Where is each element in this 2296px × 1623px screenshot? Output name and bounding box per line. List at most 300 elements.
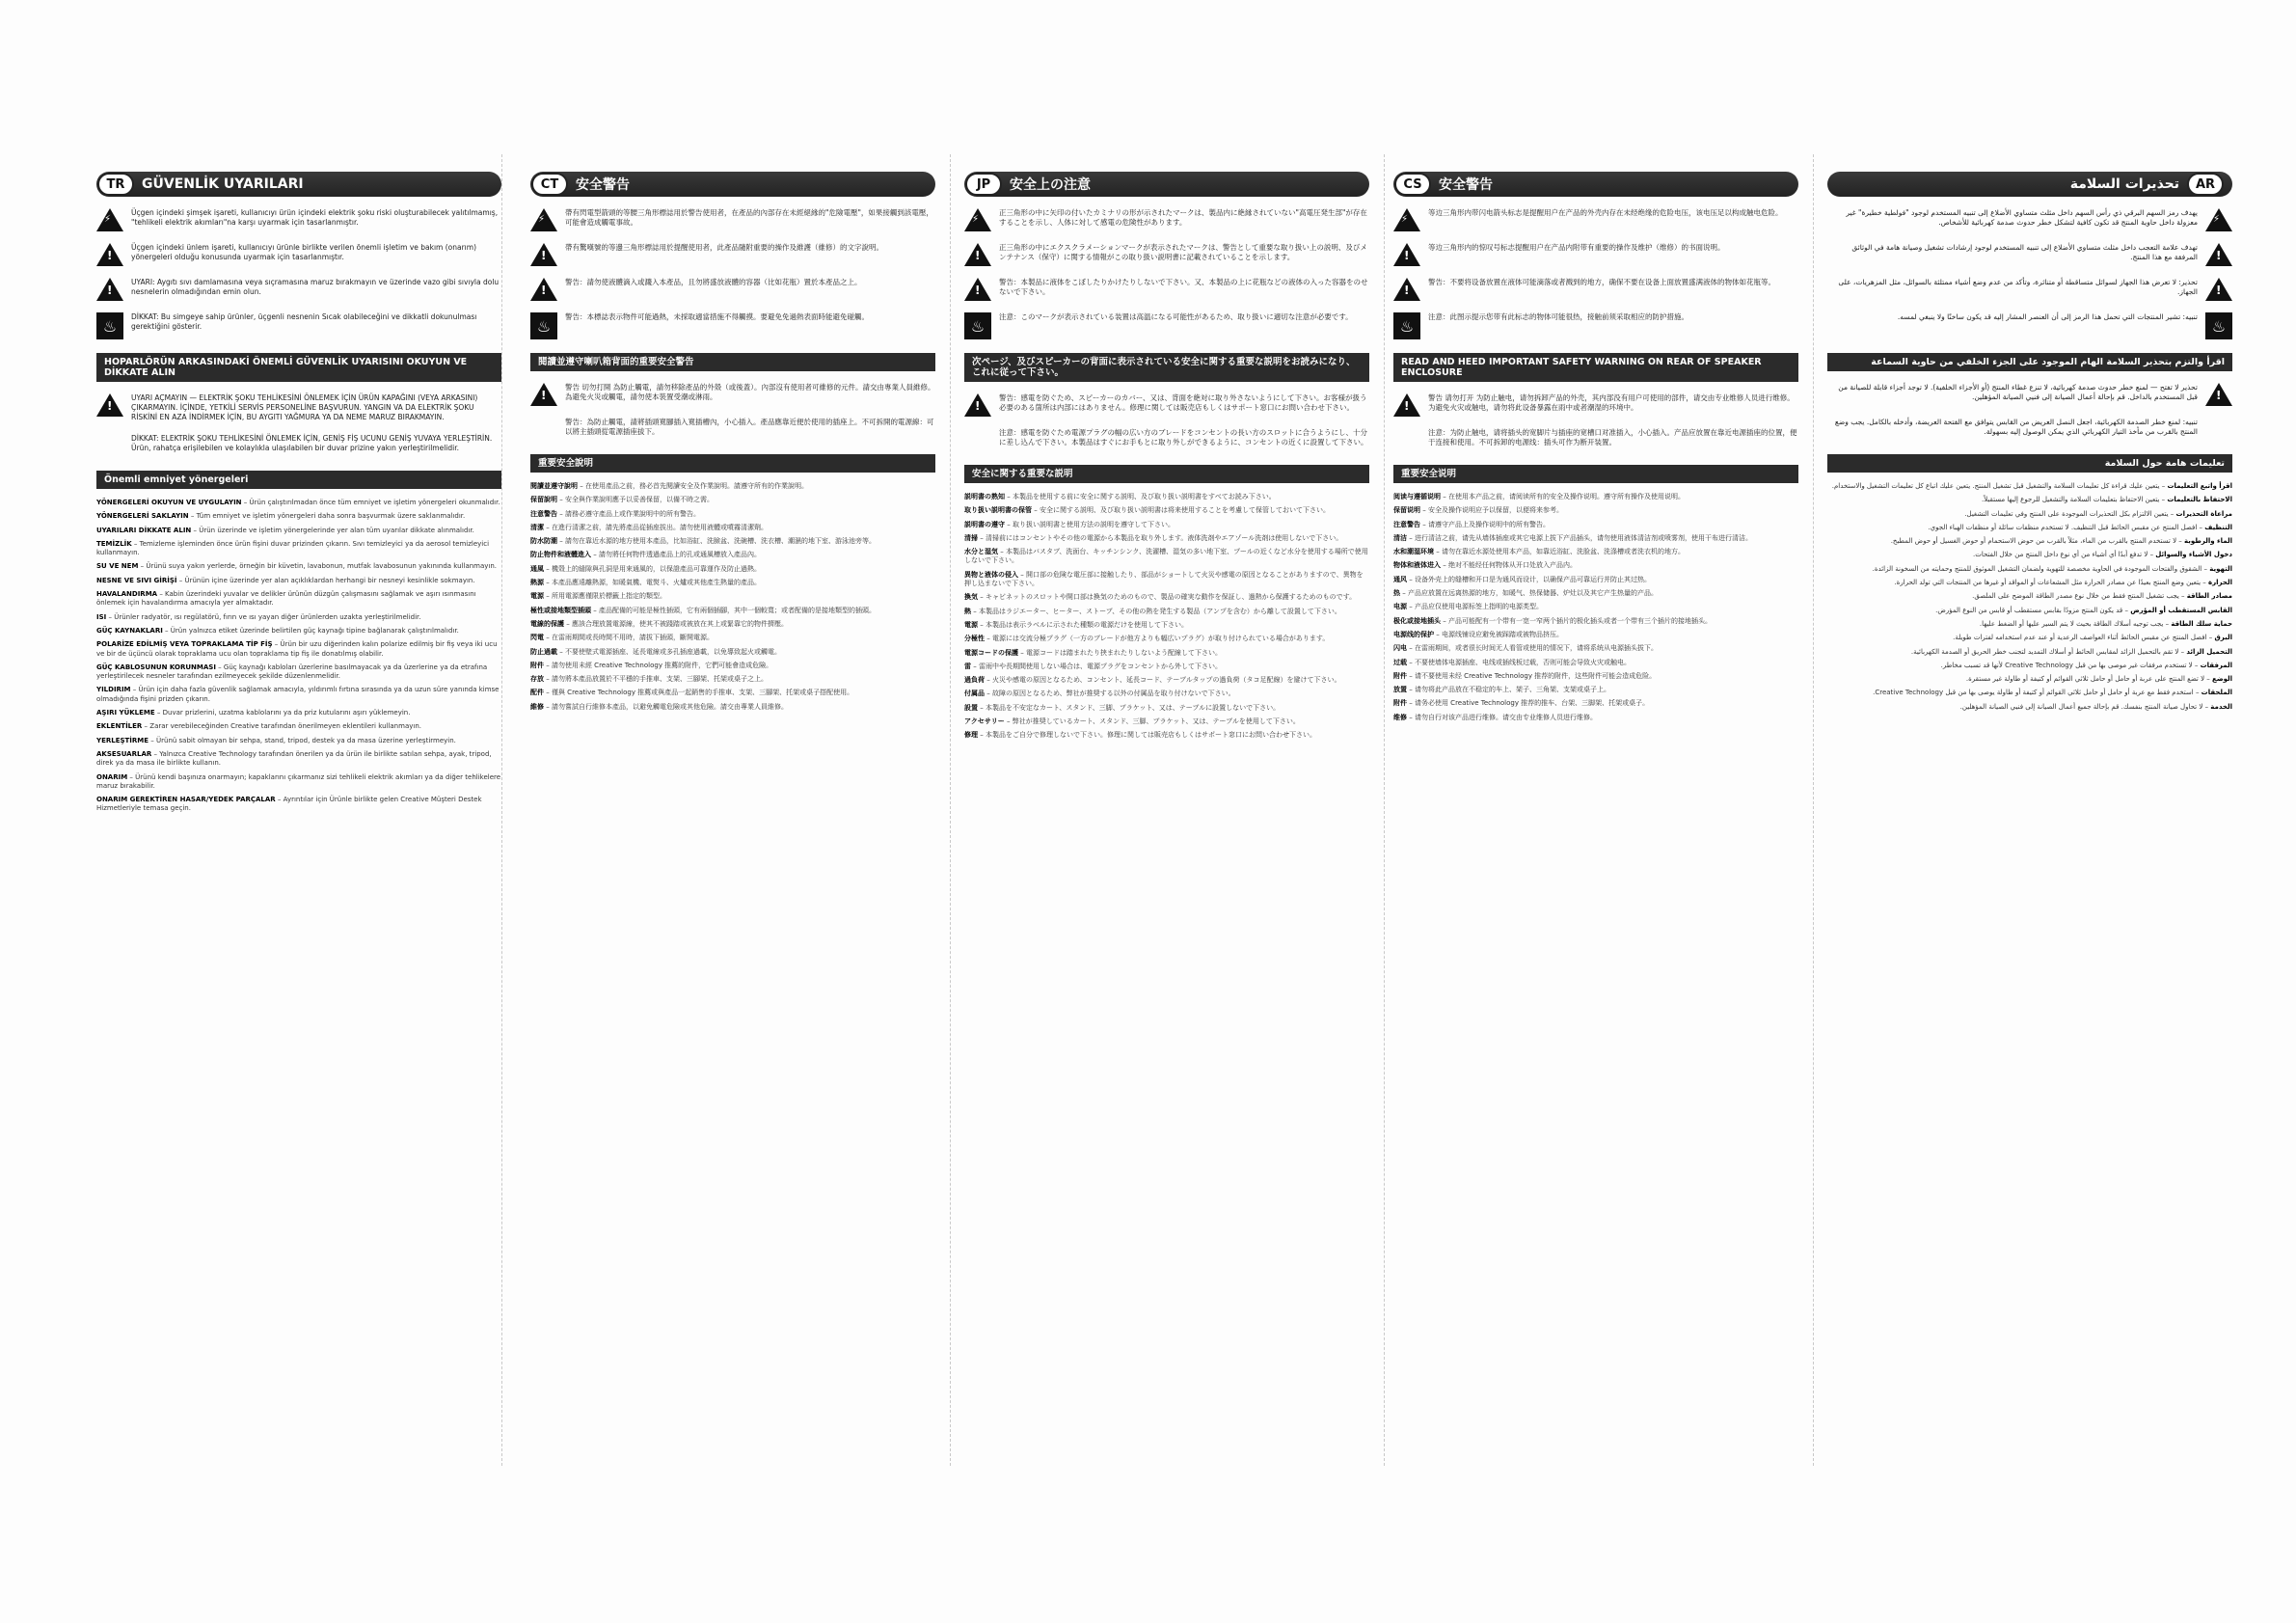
instruction-body: 在使用產品之前，務必首先閱讀安全及作業說明。請遵守所有的作業說明。 xyxy=(584,482,808,490)
language-code-badge: TR xyxy=(97,173,134,196)
instruction-body: 清掃前にはコンセントやその他の電源から本製品を取り外します。液体洗剤やエアゾール洗剤は使用しないで下さい。 xyxy=(985,533,1343,542)
instruction-body: يتعين الالتزام بكل التحذيرات الموجودة على المنتج وفي تعليمات التشغيل. xyxy=(1964,509,2169,518)
instruction-body: 請勿將本產品放置於不平穩的手推車、支架、三腳架、托架或桌子之上。 xyxy=(551,675,768,684)
separator: – xyxy=(2201,579,2208,587)
instruction-paragraph xyxy=(1827,551,2232,559)
instruction-paragraph xyxy=(1827,510,2232,519)
instruction-heading: 雷 xyxy=(964,662,971,670)
instruction-body: Kabin üzerindeki yuvalar ve delikler ürünün düzgün çalışmasını sağlamak ve aşırı ısınmasını önlemek için havalandırma amacıyla yer almaktadır. xyxy=(96,590,476,608)
instruction-heading: 电源 xyxy=(1393,603,1407,611)
separator: – xyxy=(971,607,979,615)
instruction-paragraph xyxy=(964,608,1369,616)
instruction-body: 取り扱い説明書と使用方法の説明を遵守して下さい。 xyxy=(1012,520,1175,528)
instruction-paragraph xyxy=(96,686,501,704)
instruction-paragraph xyxy=(1827,703,2232,712)
instruction-body: Ürün için daha fazla güvenlik sağlamak amacıyla, yıldırımlı fırtına sırasında ya da uzun süre yanında kimse olmadığında fişini prizden çıkarın. xyxy=(96,686,500,703)
exclamation-warning-icon: ! xyxy=(530,383,557,406)
enclosure-warning-item xyxy=(96,393,501,422)
instruction-heading: 熱源 xyxy=(530,579,544,587)
instruction-body: 请勿将此产品放在不稳定的车上、架子、三角架、支架或桌子上。 xyxy=(1414,686,1610,694)
enclosure-warning-item xyxy=(530,383,935,406)
instruction-paragraph xyxy=(964,493,1369,501)
separator: – xyxy=(131,539,140,548)
lightning-warning-icon: ⚡ xyxy=(964,208,991,231)
instruction-body: 電源コードは踏まれたり挟まれたりしないよう配線して下さい。 xyxy=(1025,648,1222,657)
exclamation-warning-icon: ! xyxy=(96,393,123,417)
exclamation-warning-icon: ! xyxy=(964,278,991,301)
enclosure-warning-text: 警告：感電を防ぐため、スピーカーのカバー、又は、背面を絶対に取り外さないようにして下さい。お客様が扱う必要のある箇所は内部にはありません。修理に関しては販売店もしくはサポート窓口にお問い合わせ下さい。 xyxy=(999,393,1367,412)
enclosure-warning-text: DİKKAT: ELEKTRİK ŞOKU TEHLİKESİNİ ÖNLEMEK İÇİN, GENİŞ FİŞ UCUNU GENİŞ YUVAYA YERLEŞTİRİN. Ürün, rahatça erişilebilen ve kolaylıkla ulaşılabilen bir duvar prizine yakın yerleştirilmelidir. xyxy=(131,434,493,452)
instruction-paragraph xyxy=(530,689,935,697)
separator: – xyxy=(978,703,986,712)
instruction-paragraph xyxy=(1827,565,2232,574)
instruction-paragraph xyxy=(1393,576,1798,584)
instruction-body: 本製品を不安定なカート、スタンド、三脚、ブラケット、又は、テーブルに設置しないで下さい。 xyxy=(985,703,1281,712)
warning-item xyxy=(530,243,935,266)
instruction-paragraph xyxy=(1393,548,1798,556)
instruction-body: 請勿使用未經 Creative Technology 推薦的附件，它們可能會造成危險。 xyxy=(551,661,773,669)
warning-text: 帶有閃電型箭頭的等腰三角形標誌用於警告使用者，在產品的內部存在未經絕緣的"危險電壓"，如果接觸到該電壓，可能會造成觸電事故。 xyxy=(565,208,933,227)
separator: – xyxy=(557,647,565,656)
instruction-heading: 防止物件和液體進入 xyxy=(530,551,591,559)
separator: – xyxy=(162,626,171,635)
separator: – xyxy=(544,675,552,684)
instruction-heading: 注意警告 xyxy=(530,509,557,518)
instruction-paragraph xyxy=(964,548,1369,566)
instruction-body: يجب توجيه أسلاك الطاقة بحيث لا يتم السير عليها أو الضغط عليها. xyxy=(1979,619,2164,628)
warning-item xyxy=(1393,278,1798,301)
language-column-cs xyxy=(1393,172,1798,1445)
instruction-body: 故障の原因となるため、弊社が推奨する以外の付属品を取り付けないで下さい。 xyxy=(991,690,1235,698)
separator: – xyxy=(2122,606,2131,614)
instruction-body: 請勿嘗試自行維修本產品，以避免觸電危險或其他危險。請交由專業人員維修。 xyxy=(551,702,788,711)
instruction-paragraph xyxy=(96,663,501,682)
instruction-paragraph xyxy=(964,731,1369,740)
instruction-paragraph xyxy=(530,482,935,491)
instruction-body: 不要使墙体电源插座、电线或插线板过载，否则可能会导致火灾或触电。 xyxy=(1414,658,1631,666)
separator: – xyxy=(971,662,979,670)
enclosure-warning-item xyxy=(1827,383,2232,406)
warning-text: تنبيه: تشير المنتجات التي تحمل هذا الرمز إلى أن العنصر المشار إليه قد يكون ساخنًا ولا ينبغي لمسه. xyxy=(1897,312,2198,321)
instruction-heading: 電源コードの保護 xyxy=(964,648,1018,657)
instruction-body: 機殼上的縫隙與孔洞是用來通風的，以保證產品可靠運作及防止過熱。 xyxy=(551,564,761,573)
lightning-warning-icon: ⚡ xyxy=(530,208,557,231)
instruction-heading: الحرارة xyxy=(2208,579,2232,587)
instruction-paragraph xyxy=(1393,644,1798,653)
instruction-body: 本產品應遠離熱源，如暖氣機、電熨斗、火爐或其他產生熱量的產品。 xyxy=(551,579,761,587)
separator: – xyxy=(2159,482,2168,490)
instruction-heading: 水分と湿気 xyxy=(964,548,998,556)
instructions-bar: 重要安全说明 xyxy=(1393,465,1798,483)
instruction-paragraph xyxy=(1827,607,2232,615)
instruction-paragraph xyxy=(1393,521,1798,529)
instruction-body: لا تستخدم مرفقات غير موصى بها من قبل Creative Technology لأنها قد تسبب مخاطر. xyxy=(1940,661,2193,669)
separator: – xyxy=(978,731,986,740)
instruction-paragraph xyxy=(1827,689,2232,697)
warning-text: DİKKAT: Bu simgeye sahip ürünler, üçgenli nesnenin Sıcak olabileceğini ve dikkatli dokunulması gerektiğini gösterir. xyxy=(131,312,477,331)
instruction-body: 本製品をご自分で修理しないで下さい。修理に関しては販売店もしくはサポート窓口にお問い合わせ下さい。 xyxy=(985,731,1316,740)
instruction-body: الشقوق والفتحات الموجودة في الحاوية مخصصة للتهوية ولضمان التشغيل الموثوق للمنتج وحمايته من السخونة الزائدة. xyxy=(1872,564,2202,573)
warning-text: 等边三角形内的惊叹号标志提醒用户在产品内附带有重要的操作及维护（维修）的书面说明。 xyxy=(1428,243,1725,252)
instruction-body: 产品应放置在远离热源的地方，如暖气、热保储器、炉灶以及其它产生热量的产品。 xyxy=(1407,589,1658,598)
warning-text: 警告：請勿使液體滴入或濺入本產品，且勿將盛放液體的容器（比如花瓶）置於本產品之上。 xyxy=(565,278,862,286)
instruction-paragraph xyxy=(96,737,501,745)
section-title: 安全警告 xyxy=(1439,177,1493,193)
instruction-body: يتعين الاحتفاظ بتعليمات السلامة والتشغيل للرجوع إليها مستقبلاً. xyxy=(1982,496,2160,504)
separator: – xyxy=(1004,717,1013,726)
instruction-paragraph xyxy=(964,690,1369,698)
warning-text: تحذير: لا تعرض هذا الجهاز لسوائل متساقطة أو متناثرة، وتأكد من عدم وضع أشياء ممتلئة بالسوائل، مثل المزهريات، على الجهاز. xyxy=(1838,278,2198,296)
instruction-heading: GÜÇ KABLOSUNUN KORUNMASI xyxy=(96,663,216,671)
instruction-body: 在進行清潔之前，請先將產品從插座拔出。請勿使用液體或噴霧清潔劑。 xyxy=(551,523,768,531)
warning-item xyxy=(964,243,1369,266)
instruction-heading: NESNE VE SIVI GİRİŞİ xyxy=(96,576,177,584)
instruction-paragraph xyxy=(1393,714,1798,722)
instruction-paragraph xyxy=(96,527,501,535)
separator: – xyxy=(978,620,986,629)
instruction-heading: 附件 xyxy=(1393,699,1407,708)
instruction-heading: 防水防潮 xyxy=(530,537,557,546)
separator: – xyxy=(544,564,552,573)
section-header xyxy=(964,172,1369,197)
separator: – xyxy=(1407,603,1415,611)
warning-text: 警告：本製品に液体をこぼしたりかけたりしないで下さい。又、本製品の上に花瓶などの液体の入った容器をのせないで下さい。 xyxy=(999,278,1368,296)
instruction-heading: الاحتفاظ بالتعليمات xyxy=(2167,496,2232,504)
instruction-paragraph xyxy=(96,709,501,717)
instruction-paragraph xyxy=(96,773,501,792)
instruction-heading: 热 xyxy=(1393,589,1400,598)
instruction-paragraph xyxy=(530,592,935,601)
instruction-paragraph xyxy=(530,510,935,519)
instruction-heading: ISI xyxy=(96,612,107,621)
enclosure-warning-text: 警告 请勿打开 为防止触电，请勿拆卸产品的外壳，其内部没有用户可使用的部件，请交由专业维修人员进行维修。为避免火灾或触电，请勿将此设备暴露在雨中或者潮湿的环境中。 xyxy=(1428,393,1795,412)
instruction-body: Ürünü kendi başınıza onarmayın; kapaklarını çıkarmanız sizi tehlikeli elektrik akımları ya da diğer tehlikelere maruz bırakabilir. xyxy=(96,772,501,790)
exclamation-warning-icon: ! xyxy=(2205,243,2232,266)
warning-item xyxy=(530,208,935,231)
enclosure-warning-item xyxy=(1393,428,1798,451)
instruction-paragraph xyxy=(96,577,501,585)
instruction-paragraph xyxy=(96,750,501,769)
hot-surface-icon: ♨ xyxy=(964,312,991,339)
separator: – xyxy=(544,579,552,587)
exclamation-warning-icon: ! xyxy=(964,243,991,266)
separator: – xyxy=(176,576,185,584)
instruction-heading: 防止過載 xyxy=(530,647,557,656)
instruction-paragraph xyxy=(530,551,935,559)
instruction-heading: 通风 xyxy=(1393,575,1407,583)
instruction-heading: 極性或接地類型插頭 xyxy=(530,606,591,614)
instruction-heading: 电源线的保护 xyxy=(1393,630,1434,638)
instruction-body: 本製品は表示ラベルに示された種類の電源だけを使用して下さい。 xyxy=(985,620,1188,629)
instruction-paragraph xyxy=(530,662,935,670)
warning-text: تهدف علامة التعجب داخل مثلث متساوي الأضلاع إلى تنبيه المستخدم لوجود إرشادات تشغيل وصيانة هامة في الوثائق المرفقة مع هذا المنتج. xyxy=(1851,243,2198,261)
warning-item xyxy=(96,243,501,266)
instruction-body: Ayrıntılar için Ürünle birlikte gelen Creative Müşteri Destek Hizmetleriyle temasa geçin. xyxy=(96,796,482,813)
instruction-heading: アクセサリー xyxy=(964,717,1005,726)
instruction-body: Ürün bir uzu diğerinden kalın polarize edilmiş bir fiş veya iki ucu ve bir de üçüncü olarak topraklama ucu olan topraklama tip fiş ile donatılmış olabilir. xyxy=(96,640,498,658)
separator: – xyxy=(1441,616,1448,625)
instruction-paragraph xyxy=(530,634,935,642)
instruction-body: يتعين وضع المنتج بعيدًا عن مصادر الحرارة مثل المشعاعات أو المواقد أو غيرها من المنتجات التي تولد الحرارة. xyxy=(1894,579,2201,587)
instruction-heading: 存放 xyxy=(530,675,544,684)
instruction-paragraph xyxy=(1393,506,1798,515)
instruction-paragraph xyxy=(530,620,935,629)
enclosure-warning-text: تحذير لا تفتح — لمنع خطر حدوث صدمة كهربائية، لا تنزع غطاء المنتج (أو الأجزاء الخلفية). لا توجد أجزاء قابلة للصيانة من قبل المستخدم بالداخل. قم بإحالة أعمال الصيانة إلى فنيي الصيانة المؤهلين. xyxy=(1838,383,2198,401)
instruction-body: 請勿將任何物件透過產品上的孔或通風槽放入產品內。 xyxy=(598,551,761,559)
warning-item xyxy=(96,208,501,231)
instruction-heading: 修理 xyxy=(964,731,978,740)
exclamation-warning-icon: ! xyxy=(1393,243,1420,266)
instruction-heading: 保留說明 xyxy=(530,496,557,504)
exclamation-warning-icon: ! xyxy=(96,243,123,266)
instruction-paragraph xyxy=(96,590,501,609)
instruction-body: 请务必使用 Creative Technology 推荐的推车、台架、三脚架、托架或桌子。 xyxy=(1414,699,1650,708)
warning-item xyxy=(1827,243,2232,266)
instruction-body: 弊社が推奨しているカート、スタンド、三脚、ブラケット、又は、テーブルを使用して下さい。 xyxy=(1012,717,1300,726)
instruction-heading: 取り扱い説明書の保管 xyxy=(964,506,1032,515)
instruction-heading: 保留说明 xyxy=(1393,506,1420,515)
instruction-body: 雷雨中や長期間使用しない場合は、電源プラグをコンセントから外して下さい。 xyxy=(978,662,1222,670)
language-column-ar xyxy=(1827,172,2232,1445)
notice-bar: اقرأ والتزم بتحذير السلامة الهام الموجود على الجزء الخلفي من حاوية السماعة xyxy=(1827,353,2232,371)
instruction-body: Yalnızca Creative Technology tarafından önerilen ya da ürün ile birlikte satılan sehpa, ayak, tripod, direk ya da masa ile birlikte kullanın. xyxy=(96,749,492,768)
instruction-heading: UYARILARI DİKKATE ALIN xyxy=(96,526,192,534)
separator: – xyxy=(1032,506,1040,515)
instruction-heading: 清掃 xyxy=(964,533,978,542)
instruction-heading: 設置 xyxy=(964,703,978,712)
instruction-heading: 维修 xyxy=(1393,713,1407,721)
instruction-body: 在雷雨期間或長時間不用時，請拔下插頭，斷開電源。 xyxy=(551,634,714,642)
instruction-paragraph xyxy=(964,663,1369,671)
separator: – xyxy=(106,612,115,621)
instructions-bar: 重要安全說明 xyxy=(530,454,935,473)
instruction-paragraph xyxy=(530,565,935,574)
instruction-paragraph xyxy=(530,524,935,532)
safety-sheet xyxy=(68,172,2252,1445)
separator: – xyxy=(544,661,552,669)
warning-item xyxy=(96,312,501,339)
instruction-paragraph xyxy=(96,512,501,521)
separator: – xyxy=(2193,689,2201,697)
warning-text: 警告：本標誌表示物件可能過熱，未採取適當措施不得觸摸。要避免免過熱表面時能避免碰觸。 xyxy=(565,312,869,321)
separator: – xyxy=(2206,634,2215,642)
separator: – xyxy=(2204,675,2213,684)
separator: – xyxy=(1420,506,1428,515)
separator: – xyxy=(1434,630,1442,638)
instruction-heading: المرفقات xyxy=(2200,661,2232,669)
enclosure-warning-item xyxy=(964,428,1369,451)
instruction-body: 请勿在靠近水源处使用本产品，如靠近浴缸、洗脸盆、洗涤槽或者洗衣机的地方。 xyxy=(1441,548,1685,556)
instruction-paragraph xyxy=(1827,537,2232,546)
separator: – xyxy=(1407,658,1415,666)
separator: – xyxy=(1441,561,1448,570)
instruction-heading: البرق xyxy=(2214,634,2232,642)
separator: – xyxy=(2192,661,2201,669)
instruction-heading: 配件 xyxy=(530,689,544,697)
separator: – xyxy=(1018,648,1026,657)
separator: – xyxy=(578,482,585,490)
separator: – xyxy=(998,548,1006,556)
separator: – xyxy=(985,676,992,685)
language-code-badge: AR xyxy=(2187,173,2224,196)
instruction-body: 請勿在靠近水源的地方使用本產品，比如浴缸、洗臉盆、洗碗槽、洗衣槽、潮濕的地下室、游泳池旁等。 xyxy=(564,537,876,546)
instruction-heading: 維修 xyxy=(530,702,544,711)
instruction-heading: دخول الأشياء والسوائل xyxy=(2155,551,2232,559)
instruction-body: Güç kaynağı kabloları üzerlerine basılmayacak ya da üzerlerine ya da etrafına yerleştirilecek nesneler tarafından ezilmeyecek şekilde düzenlenmelidir. xyxy=(96,663,488,681)
instruction-heading: EKLENTİLER xyxy=(96,722,143,731)
separator: – xyxy=(2147,551,2156,559)
separator: – xyxy=(591,606,599,614)
section-title: 安全上の注意 xyxy=(1010,177,1091,193)
separator: – xyxy=(544,592,552,601)
instruction-heading: 付属品 xyxy=(964,690,985,698)
instruction-paragraph xyxy=(964,506,1369,515)
separator: – xyxy=(985,635,992,643)
instruction-paragraph xyxy=(1827,648,2232,657)
instruction-heading: HAVALANDIRMA xyxy=(96,590,158,599)
instruction-paragraph xyxy=(530,496,935,504)
section-header xyxy=(1393,172,1798,197)
warning-item xyxy=(964,312,1369,339)
enclosure-warning-item xyxy=(1393,393,1798,417)
instruction-heading: 異物と液体の侵入 xyxy=(964,570,1018,579)
warning-item xyxy=(1393,312,1798,339)
instruction-paragraph xyxy=(1393,589,1798,598)
separator: – xyxy=(2176,537,2185,546)
section-header xyxy=(96,172,501,197)
instruction-body: Ürünü suya yakın yerlerde, örneğin bir küvetin, lavabonun, mutfak lavabosunun yakınında kullanmayın. xyxy=(146,562,498,571)
warning-item xyxy=(1827,278,2232,301)
separator: – xyxy=(2159,496,2168,504)
instruction-heading: 清洁 xyxy=(1393,533,1407,542)
instruction-paragraph xyxy=(1827,620,2232,629)
warning-item xyxy=(96,278,501,301)
instruction-heading: التهوية xyxy=(2209,564,2232,573)
warning-item xyxy=(1393,243,1798,266)
instruction-heading: الماء والرطوبة xyxy=(2184,537,2232,546)
instruction-heading: 閱讀並遵守說明 xyxy=(530,482,578,490)
instruction-heading: 換気 xyxy=(964,593,978,602)
lightning-warning-icon: ⚡ xyxy=(2205,208,2232,231)
instruction-heading: AŞIRI YÜKLEME xyxy=(96,709,155,717)
instruction-paragraph xyxy=(530,703,935,712)
warning-text: 注意：このマークが表示されている装置は高温になる可能性があるため、取り扱いに適切な注意が必要です。 xyxy=(999,312,1353,321)
instruction-body: يتعين عليك قراءة كل تعليمات السلامة والتشغيل قبل تشغيل المنتج. يتعين عليك اتباع كل تعليمات التشغيل والاستخدام. xyxy=(1831,482,2160,490)
instruction-heading: الخدمة xyxy=(2210,702,2232,711)
exclamation-warning-icon: ! xyxy=(1393,393,1420,417)
warning-text: يهدف رمز السهم البرقي ذي رأس السهم داخل مثلث متساوي الأضلاع إلى تنبيه المستخدم لوجود "فولطية خطيرة" غير معزولة داخل حاوية المنتج قد تكون كافية لتشكل خطر حدوث صدمة كهربائية للأشخاص. xyxy=(1846,208,2198,227)
separator: – xyxy=(2201,564,2210,573)
instruction-body: يجب تشغيل المنتج فقط من خلال نوع مصدر الطاقة الموضح على الملصق. xyxy=(1972,592,2179,601)
separator: – xyxy=(557,509,565,518)
instruction-body: لا تضع المنتج على عربة أو حامل أو حامل ثلاثي القوائم أو كتيفة أو طاولة غير مستقرة. xyxy=(1965,675,2205,684)
instruction-heading: 过载 xyxy=(1393,658,1407,666)
instruction-heading: 電源 xyxy=(964,620,978,629)
instruction-paragraph xyxy=(964,635,1369,643)
instruction-body: قد يكون المنتج مزودًا بقابس مستقطب أو قابس من النوع المؤرض. xyxy=(1935,606,2123,614)
instruction-heading: ONARIM xyxy=(96,772,128,781)
section-title: 安全警告 xyxy=(576,177,630,193)
instruction-paragraph xyxy=(1827,634,2232,642)
lightning-warning-icon: ⚡ xyxy=(96,208,123,231)
instruction-body: 安全及操作说明应予以保留，以便将来参考。 xyxy=(1427,506,1563,515)
instruction-paragraph xyxy=(1827,524,2232,532)
instruction-paragraph xyxy=(964,676,1369,685)
language-column-jp xyxy=(964,172,1369,1445)
instruction-heading: 分極性 xyxy=(964,635,985,643)
instruction-heading: حماية سلك الطاقة xyxy=(2171,619,2232,628)
instruction-body: 火災や感電の原因となるため、コンセント、延長コード、テーブルタップの過負荷（タコ足配線）を避けて下さい。 xyxy=(991,676,1341,685)
instruction-heading: الملحقات xyxy=(2201,689,2232,697)
instruction-body: 所用電源應僅限於標籤上指定的類型。 xyxy=(551,592,666,601)
instruction-heading: 清潔 xyxy=(530,523,544,531)
instruction-body: استخدم فقط مع عربة أو حامل أو حامل ثلاثي القوائم أو كتيفة أو طاولة يوصى بها من قبل Creative Technology. xyxy=(1873,689,2194,697)
warning-text: 警告：不要将设备放置在液体可能滴落或者溅到的地方，确保不要在设备上面放置盛满液体的物体如花瓶等。 xyxy=(1428,278,1775,286)
instruction-body: 電源には交流分極プラグ（一方のブレードが他方よりも幅広いプラグ）が取り付けられている場合があります。 xyxy=(991,635,1330,643)
exclamation-warning-icon: ! xyxy=(964,393,991,417)
instruction-heading: 通風 xyxy=(530,564,544,573)
instruction-body: Zarar verebileceğinden Creative tarafından önerilmeyen eklentileri kullanmayın. xyxy=(149,722,421,731)
section-title: تحذيرات السلامة xyxy=(2069,176,2179,192)
instruction-paragraph xyxy=(96,640,501,659)
instruction-heading: 水和潮湿环境 xyxy=(1393,548,1434,556)
instruction-paragraph xyxy=(530,579,935,587)
separator: – xyxy=(215,663,224,671)
instruction-heading: 阅读与遵循说明 xyxy=(1393,493,1441,500)
separator: – xyxy=(1005,493,1013,500)
separator: – xyxy=(1407,533,1415,542)
instruction-paragraph xyxy=(1393,617,1798,626)
enclosure-warning-text: 警告 切勿打開 為防止觸電，請勿移除產品的外殼（或後蓋）。內部沒有使用者可維修的元件。請交由專業人員維修。為避免火災或觸電，請勿使本裝置受潮或淋雨。 xyxy=(565,383,935,401)
instruction-heading: TEMİZLİK xyxy=(96,539,132,548)
instruction-paragraph xyxy=(1393,534,1798,543)
instruction-heading: 闪电 xyxy=(1393,644,1407,653)
instruction-paragraph xyxy=(96,499,501,507)
instruction-paragraph xyxy=(1827,482,2232,491)
instruction-paragraph xyxy=(1827,496,2232,504)
separator: – xyxy=(978,533,986,542)
instruction-body: 請務必遵守產品上或作業說明中的所有警告。 xyxy=(564,509,700,518)
separator: – xyxy=(1434,548,1442,556)
notice-bar: 次ページ、及びスピーカーの背面に表示されている安全に関する重要な説明をお読みになり、これに従って下さい。 xyxy=(964,353,1369,382)
instruction-paragraph xyxy=(964,521,1369,529)
warning-item xyxy=(530,278,935,301)
separator: – xyxy=(138,562,147,571)
instruction-heading: 注意警告 xyxy=(1393,520,1420,528)
instruction-paragraph xyxy=(1827,592,2232,601)
instruction-paragraph xyxy=(1827,675,2232,684)
instruction-paragraph xyxy=(1393,561,1798,570)
separator: – xyxy=(1407,699,1415,708)
hot-surface-icon: ♨ xyxy=(96,312,123,339)
instruction-heading: YÖNERGELERİ SAKLAYIN xyxy=(96,512,189,521)
hot-surface-icon: ♨ xyxy=(2205,312,2232,339)
instruction-body: 僅與 Creative Technology 推薦或與產品一起銷售的手推車、支架、三腳架、托架或桌子搭配使用。 xyxy=(551,689,854,697)
instruction-body: 请遵守产品上及操作说明中的所有警告。 xyxy=(1427,520,1550,528)
enclosure-warning-item xyxy=(964,393,1369,417)
instruction-heading: 物体和液体进入 xyxy=(1393,561,1441,570)
warning-item xyxy=(530,312,935,339)
separator: – xyxy=(241,499,250,506)
warning-text: 正三角形の中にエクスクラメーションマークが表示されたマークは、警告として重要な取り扱い上の説明、及びメンテナンス（保守）に関する情報がこの取り扱い説明書に記載されていることを示します。 xyxy=(999,243,1367,261)
instruction-heading: اقرأ واتبع التعليمات xyxy=(2167,482,2232,490)
separator: – xyxy=(1407,713,1415,721)
notice-bar: READ AND HEED IMPORTANT SAFETY WARNING ON REAR OF SPEAKER ENCLOSURE xyxy=(1393,353,1798,382)
instructions-bar: تعليمات هامة حول السلامة xyxy=(1827,454,2232,473)
instruction-heading: AKSESUARLAR xyxy=(96,749,152,758)
language-column-ct xyxy=(530,172,935,1445)
instruction-paragraph xyxy=(964,571,1369,589)
